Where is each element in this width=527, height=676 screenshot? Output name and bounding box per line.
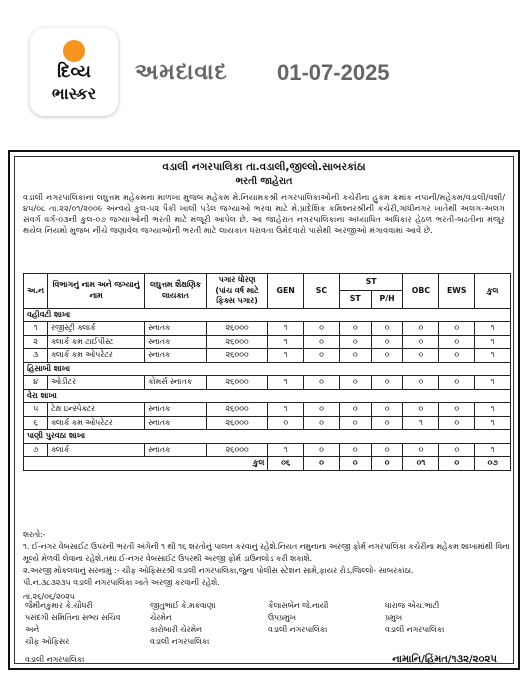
cell-ews: ૦ xyxy=(439,443,475,457)
cell-pay: ૨૬૦૦૦ xyxy=(206,349,268,363)
cell-obc: ૦ xyxy=(403,322,439,336)
col-ews: EWS xyxy=(439,274,475,309)
col-ph: P/H xyxy=(371,291,403,308)
cell-post: ટેક્ષ ઇન્સ્પેક્ટર xyxy=(48,403,145,417)
notice-subtitle: ભરતી જાહેરાત xyxy=(235,176,293,188)
table-row xyxy=(24,403,511,417)
cell-ews: ૦ xyxy=(439,335,475,349)
cell-pay: ૨૬૦૦૦ xyxy=(206,403,268,417)
posts-table xyxy=(23,273,511,471)
signatory-title: પસંદગી સમિતિના સભ્ય સચિવ xyxy=(25,613,121,623)
col-gen: GEN xyxy=(268,274,304,309)
condition-line-3: પી.ન.૩૮૩૨૩૫ વડાલી નગરપાલિકા ખાતે અરજી કરવાની રહેશે. xyxy=(23,578,220,588)
cell-post: રજીસ્ટ્રી ક્લાર્ક xyxy=(48,322,145,336)
cell-sc: ૦ xyxy=(304,322,340,336)
edition-date: 01-07-2025 xyxy=(277,60,390,85)
col-qual: લઘુત્તમ શૈક્ષણિક લાયકાત xyxy=(145,274,207,309)
table-row xyxy=(24,376,511,390)
section-name: હિસાબી શાખા xyxy=(24,362,511,376)
news-header xyxy=(0,0,527,140)
notice-date: તા.૨૬/૦૬/૨૦૨૫ xyxy=(23,592,75,602)
total-label: કુલ xyxy=(24,457,268,471)
cell-ews: ૦ xyxy=(439,416,475,430)
total-row xyxy=(24,457,511,471)
cell-post: ક્લાર્ક કમ ટાઈપીસ્ટ xyxy=(48,335,145,349)
signatory-line4: ચીફ ઓફિસર xyxy=(25,637,70,647)
cell-st: ૦ xyxy=(339,322,371,336)
signatory-4 xyxy=(385,600,444,636)
section-row xyxy=(24,430,511,444)
cell-gen: ૧ xyxy=(268,376,304,390)
signatory-title: પ્રમુખ xyxy=(385,613,402,623)
col-sr: અ.ન xyxy=(24,274,48,309)
cell-gen: ૧ xyxy=(268,403,304,417)
cell-sr: ૪ xyxy=(24,376,48,390)
cell-qual: સ્નાતક xyxy=(145,322,207,336)
signatory-line3: વડાલી નગરપાલિકા xyxy=(268,625,328,635)
cell-post: ઓડીટર xyxy=(48,376,145,390)
col-st-group: ST xyxy=(339,274,403,291)
condition-line-1: ૧. ઈ-નગર વેબસાઈટ ઉપરની ભરતી અંગેની ૧ થી ૧૬ શરતોનું પાલન કરવાનું રહેશે.નિયત નમુનાના અરજી ફોર્મ નગરપાલિકા કચેરીના મહેકમ શાખામાંથી વિના મૂલ્યે મેળવી લેવાના રહેશે.તથા ઈ-નગર વેબસાઈટ ઉપરથી અરજી ફોર્મ ડાઉનલોડ કરી શકાશે. xyxy=(23,542,510,563)
section-row xyxy=(24,389,511,403)
table-row xyxy=(24,335,511,349)
total-ph: ૦ xyxy=(371,457,403,471)
cell-st: ૦ xyxy=(339,349,371,363)
cell-st: ૦ xyxy=(339,403,371,417)
cell-st: ૦ xyxy=(339,416,371,430)
col-post: વિભાગનું નામ અને જગ્યાનું નામ xyxy=(48,274,145,309)
divya-bhaskar-logo[interactable] xyxy=(30,28,118,116)
cell-sc: ૦ xyxy=(304,416,340,430)
cell-post: ક્લાર્ક xyxy=(48,443,145,457)
section-name: વેરા શાખા xyxy=(24,389,511,403)
office-name: વડાલી નગરપાલિકા xyxy=(25,655,85,664)
cell-ph: ૦ xyxy=(371,403,403,417)
cell-sc: ૦ xyxy=(304,349,340,363)
signatory-1 xyxy=(25,600,120,648)
table-row xyxy=(24,322,511,336)
cell-obc: ૦ xyxy=(403,403,439,417)
section-name: વહીવટી શાખા xyxy=(24,308,511,322)
cell-st: ૦ xyxy=(339,335,371,349)
table-row xyxy=(24,416,511,430)
notice-border xyxy=(14,156,514,664)
cell-gen: ૧ xyxy=(268,322,304,336)
table-row xyxy=(24,443,511,457)
signatory-name: જૈમીનકુમાર કે.ચૌધરી xyxy=(25,601,93,610)
cell-ews: ૦ xyxy=(439,322,475,336)
section-row xyxy=(24,362,511,376)
total-gen: ૦૬ xyxy=(268,457,304,471)
condition-line-2: ૨.અરજી મોકલવાનું સરનામું :- ચીફ ઓફિસરશ્રી વડાલી નગરપાલિકા,જુના પોલીસ સ્ટેશન સામે,ફાયર રોડ,જિલ્લો- સાબરકાંઠા. xyxy=(23,565,414,575)
recruitment-notice xyxy=(8,150,520,670)
cell-total: ૧ xyxy=(475,376,511,390)
cell-obc: ૦ xyxy=(403,443,439,457)
signatory-3 xyxy=(268,600,328,636)
sun-icon xyxy=(63,40,85,62)
signatory-line3: કારોબારી ચેરમેન xyxy=(150,625,202,635)
cell-pay: ૨૬૦૦૦ xyxy=(206,416,268,430)
cell-sr: ૫ xyxy=(24,403,48,417)
cell-st: ૦ xyxy=(339,376,371,390)
reference-number: નામાનિ/હિંમત/૧૩૨/૨૦૨૫ xyxy=(392,654,497,665)
signatory-name: ધારાજ એચ.ભાટી xyxy=(385,601,440,610)
cell-ews: ૦ xyxy=(439,376,475,390)
cell-qual: સ્નાતક xyxy=(145,443,207,457)
table-row xyxy=(24,349,511,363)
col-st: ST xyxy=(339,291,371,308)
cell-total: ૧ xyxy=(475,403,511,417)
table-header-row xyxy=(24,274,511,291)
cell-gen: ૧ xyxy=(268,335,304,349)
cell-ews: ૦ xyxy=(439,349,475,363)
cell-total: ૧ xyxy=(475,416,511,430)
signatory-title: ચેરમેન xyxy=(150,613,172,623)
col-pay: પગાર ધોરણ (પાંચ વર્ષ માટે ફિક્સ પગાર) xyxy=(206,274,268,309)
signatory-line4: વડાલી નગરપાલિકા xyxy=(150,637,210,647)
edition-city: અમદાવાદ xyxy=(135,60,228,85)
cell-sc: ૦ xyxy=(304,443,340,457)
cell-sc: ૦ xyxy=(304,335,340,349)
cell-ph: ૦ xyxy=(371,349,403,363)
cell-obc: ૦ xyxy=(403,335,439,349)
signatory-title: ઉપપ્રમુખ xyxy=(268,613,296,623)
cell-post: ક્લાર્ક કમ ઓપરેટર xyxy=(48,416,145,430)
cell-total: ૧ xyxy=(475,349,511,363)
cell-obc: ૧ xyxy=(403,416,439,430)
conditions-heading: શરતો:- xyxy=(23,530,46,539)
cell-total: ૧ xyxy=(475,335,511,349)
col-obc: OBC xyxy=(403,274,439,309)
cell-obc: ૦ xyxy=(403,376,439,390)
cell-ph: ૦ xyxy=(371,443,403,457)
signatory-2 xyxy=(150,600,216,648)
cell-sc: ૦ xyxy=(304,403,340,417)
col-sc: SC xyxy=(304,274,340,309)
cell-total: ૧ xyxy=(475,443,511,457)
cell-obc: ૦ xyxy=(403,349,439,363)
total-st: ૦ xyxy=(339,457,371,471)
cell-st: ૦ xyxy=(339,443,371,457)
cell-gen: ૦ xyxy=(268,416,304,430)
cell-pay: ૨૬૦૦૦ xyxy=(206,443,268,457)
total-ews: ૦ xyxy=(439,457,475,471)
cell-pay: ૨૬૦૦૦ xyxy=(206,322,268,336)
cell-ph: ૦ xyxy=(371,335,403,349)
cell-sr: ૭ xyxy=(24,443,48,457)
section-name: પાણી પુરવઠા શાખા xyxy=(24,430,511,444)
col-total: કુલ xyxy=(475,274,511,309)
notice-title: વડાલી નગરપાલિકા તા.વડાલી,જીલ્લો.સાબરકાંઠા xyxy=(162,161,366,173)
cell-ews: ૦ xyxy=(439,403,475,417)
cell-gen: ૧ xyxy=(268,349,304,363)
signatory-line3: વડાલી નગરપાલિકા xyxy=(385,625,445,635)
cell-sr: ૧ xyxy=(24,322,48,336)
notice-intro: વડાલી નગરપાલિકાના લઘુત્તમ મહેકમના માળખા મુજબ મહેકમ મે.નિયામકશ્રી નગરપાલિકાઓની કચેરીના હુકમ ક્રમાંક નપાની/મહેકમ/વડાલી/વશી/૪૫/૦૮ તા.૨૨/૦૧/૨૦૦૯ અન્વયે કુલ-૫૨ પૈકી ખાલી પડેલ જગ્યાઓ ભરવા માટે મે.પ્રાદેશિક કમિશ્નરશ્રીની કચેરી,ગાંધીનગર ખાતેથી અલગ-અલગ સંવર્ગ વર્ગ-૦૩ની કુલ-૦૭ જગ્યાઓની ભરતી માટે મંજૂરી આપેલ છે. આ જાહેરાત નગરપાલિકાના અધ્યાધિત અધિકાર હેઠળ ભરતી-બઢતીના મંજૂર થયેલ નિયમો મુજબ નીચે જણાવેલ જગ્યાઓની ભરતી માટે લાયકાત ધરાવતા ઉમેદવારો પાસેથી અરજીઓ મંગાવવામાં આવે છે. xyxy=(23,191,505,236)
cell-qual: સ્નાતક xyxy=(145,349,207,363)
cell-total: ૧ xyxy=(475,322,511,336)
cell-qual: કોમર્સ સ્નાતક xyxy=(145,376,207,390)
signatory-line3: અને xyxy=(25,625,40,635)
total-total: ૦૭ xyxy=(475,457,511,471)
cell-sc: ૦ xyxy=(304,376,340,390)
cell-sr: ૬ xyxy=(24,416,48,430)
total-obc: ૦૧ xyxy=(403,457,439,471)
cell-ph: ૦ xyxy=(371,322,403,336)
total-sc: ૦ xyxy=(304,457,340,471)
logo-text-line1: દિવ્ય xyxy=(57,62,91,82)
cell-qual: સ્નાતક xyxy=(145,335,207,349)
cell-sr: ૨ xyxy=(24,335,48,349)
cell-post: ક્લાર્ક કમ ઓપરેટર xyxy=(48,349,145,363)
cell-sr: ૩ xyxy=(24,349,48,363)
cell-qual: સ્નાતક xyxy=(145,403,207,417)
cell-pay: ૨૬૦૦૦ xyxy=(206,335,268,349)
signatory-name: કૈલાસબેન જે.નાયી xyxy=(268,601,329,610)
signatory-name: જીતુભાઈ કે.મકવાણા xyxy=(150,601,216,610)
logo-text-line2: ભાસ્કર xyxy=(51,84,97,103)
cell-gen: ૧ xyxy=(268,443,304,457)
notice-conditions xyxy=(23,529,513,604)
cell-qual: સ્નાતક xyxy=(145,416,207,430)
cell-ph: ૦ xyxy=(371,416,403,430)
cell-pay: ૨૬૦૦૦ xyxy=(206,376,268,390)
section-row xyxy=(24,308,511,322)
cell-ph: ૦ xyxy=(371,376,403,390)
